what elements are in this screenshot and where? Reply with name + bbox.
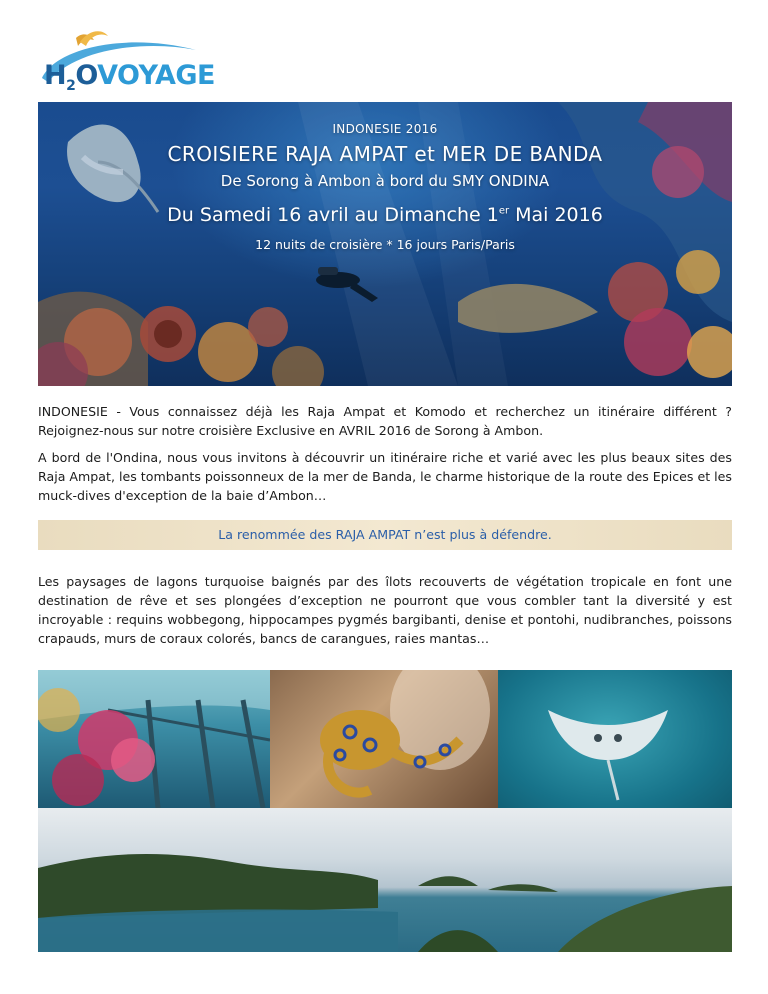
octopus-illustration — [270, 670, 498, 808]
intro-paragraph: INDONESIE - Vous connaissez déjà les Raja Ampat et Komodo et recherchez un itinéraire différent ? Rejoignez-nous sur notre croisière Exclusive en AVRIL 2016 de Sorong à Ambon. — [38, 404, 732, 438]
coral-jetty-illustration — [38, 670, 270, 808]
logo-wordmark: $H_2OVOYAGE$ — [44, 60, 215, 94]
banner-nights: 12 nuits de croisière * 16 jours Paris/Paris — [255, 237, 515, 252]
lagoon-illustration — [38, 808, 732, 952]
manta-ray-shape — [67, 125, 158, 212]
onboard-paragraph: A bord de l'Ondina, nous vous invitons à découvrir un itinéraire riche et varié avec les plus beaux sites des Raja Ampat, les tombants poissonneux de la mer de Banda, le charme historique de la route des Epices et les muck-dives d'exception de la baie d’Ambon… — [38, 450, 732, 503]
banner-dates: Du Samedi 16 avril au Dimanche 1er Mai 2016 — [167, 204, 603, 226]
banner-kicker: INDONESIE 2016 — [332, 122, 438, 136]
photo-raja-ampat-lagoon — [38, 808, 732, 952]
banner-title: CROISIERE RAJA AMPAT et MER DE BANDA — [167, 142, 603, 166]
h2o-voyage-logo[interactable] — [36, 26, 215, 96]
banner-subtitle: De Sorong à Ambon à bord du SMY ONDINA — [220, 172, 550, 190]
photo-blue-ringed-octopus — [270, 670, 498, 808]
cruise-banner — [38, 102, 732, 386]
landscapes-paragraph: Les paysages de lagons turquoise baignés par des îlots recouverts de végétation tropicale en font une destination de rêve et ses plongées d’exception ne pourront que vous combler tant la diversité y est incroyable : requins wobbegong, hippocampes pygmés bargibanti, denise et pontohi, nudibranches, poissons crapauds, murs de coraux colorés, bancs de carangues, raies mantas… — [38, 574, 732, 646]
highlight-banner: La renommée des RAJA AMPAT n’est plus à défendre. — [38, 520, 732, 550]
photo-manta-ray — [498, 670, 732, 808]
photo-coral-jetty — [38, 670, 270, 808]
manta-illustration — [498, 670, 732, 808]
